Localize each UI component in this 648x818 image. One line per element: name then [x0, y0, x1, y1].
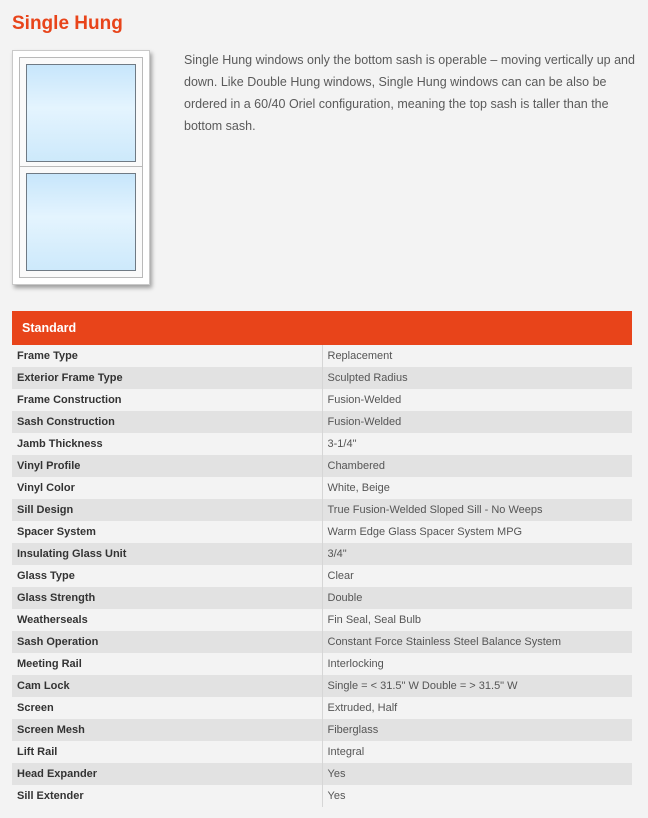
spec-label: Screen Mesh	[12, 719, 322, 741]
spec-value: Constant Force Stainless Steel Balance System	[322, 631, 632, 653]
table-row	[12, 609, 632, 631]
spec-label: Screen	[12, 697, 322, 719]
spec-value: Single = < 31.5" W Double = > 31.5" W	[322, 675, 632, 697]
spec-value: Replacement	[322, 345, 632, 367]
table-row	[12, 631, 632, 653]
spec-value: Extruded, Half	[322, 697, 632, 719]
table-row	[12, 543, 632, 565]
spec-label: Jamb Thickness	[12, 433, 322, 455]
table-row	[12, 565, 632, 587]
spec-value: Fiberglass	[322, 719, 632, 741]
table-row	[12, 389, 632, 411]
spec-label: Sash Construction	[12, 411, 322, 433]
table-row	[12, 697, 632, 719]
spec-value: 3/4"	[322, 543, 632, 565]
spec-label: Cam Lock	[12, 675, 322, 697]
spec-value: Chambered	[322, 455, 632, 477]
spec-value: Fusion-Welded	[322, 411, 632, 433]
top-sash-pane	[26, 64, 136, 162]
spec-value: Double	[322, 587, 632, 609]
spec-value: White, Beige	[322, 477, 632, 499]
spec-label: Sash Operation	[12, 631, 322, 653]
table-row	[12, 521, 632, 543]
spec-value: True Fusion-Welded Sloped Sill - No Weeps	[322, 499, 632, 521]
spec-value: Integral	[322, 741, 632, 763]
page-title: Single Hung	[12, 13, 123, 34]
table-row	[12, 587, 632, 609]
spec-label: Sill Extender	[12, 785, 322, 807]
spec-label: Vinyl Color	[12, 477, 322, 499]
spec-label: Spacer System	[12, 521, 322, 543]
bottom-sash-pane	[26, 173, 136, 271]
spec-value: Fusion-Welded	[322, 389, 632, 411]
table-row	[12, 741, 632, 763]
table-row	[12, 411, 632, 433]
table-row	[12, 785, 632, 807]
spec-value: Sculpted Radius	[322, 367, 632, 389]
spec-label: Weatherseals	[12, 609, 322, 631]
spec-value: Clear	[322, 565, 632, 587]
spec-label: Frame Construction	[12, 389, 322, 411]
spec-label: Sill Design	[12, 499, 322, 521]
specs-header-row	[12, 311, 632, 345]
table-row	[12, 455, 632, 477]
spec-label: Vinyl Profile	[12, 455, 322, 477]
spec-label: Glass Strength	[12, 587, 322, 609]
spec-value: Fin Seal, Seal Bulb	[322, 609, 632, 631]
product-description: Single Hung windows only the bottom sash is operable – moving vertically up and down. Like Double Hung windows, Single Hung windows can can be also be ordered in a 60/40 Oriel configuration, meaning the top sash is taller than the bottom sash.	[184, 53, 635, 133]
spec-value: Yes	[322, 763, 632, 785]
spec-value: 3-1/4"	[322, 433, 632, 455]
table-row	[12, 763, 632, 785]
table-row	[12, 499, 632, 521]
meeting-rail	[20, 166, 142, 167]
spec-label: Glass Type	[12, 565, 322, 587]
spec-label: Head Expander	[12, 763, 322, 785]
spec-label: Exterior Frame Type	[12, 367, 322, 389]
spec-label: Insulating Glass Unit	[12, 543, 322, 565]
spec-label: Frame Type	[12, 345, 322, 367]
table-row	[12, 367, 632, 389]
spec-value: Interlocking	[322, 653, 632, 675]
table-row	[12, 719, 632, 741]
spec-label: Meeting Rail	[12, 653, 322, 675]
window-frame	[19, 57, 143, 278]
table-row	[12, 653, 632, 675]
table-row	[12, 345, 632, 367]
table-row	[12, 433, 632, 455]
intro-section	[12, 40, 635, 312]
spec-value: Yes	[322, 785, 632, 807]
spec-value: Warm Edge Glass Spacer System MPG	[322, 521, 632, 543]
table-row	[12, 675, 632, 697]
specs-header: Standard	[12, 311, 632, 345]
single-hung-window-illustration	[12, 50, 150, 285]
specs-body	[12, 345, 632, 807]
table-row	[12, 477, 632, 499]
spec-label: Lift Rail	[12, 741, 322, 763]
specs-table	[12, 311, 632, 807]
